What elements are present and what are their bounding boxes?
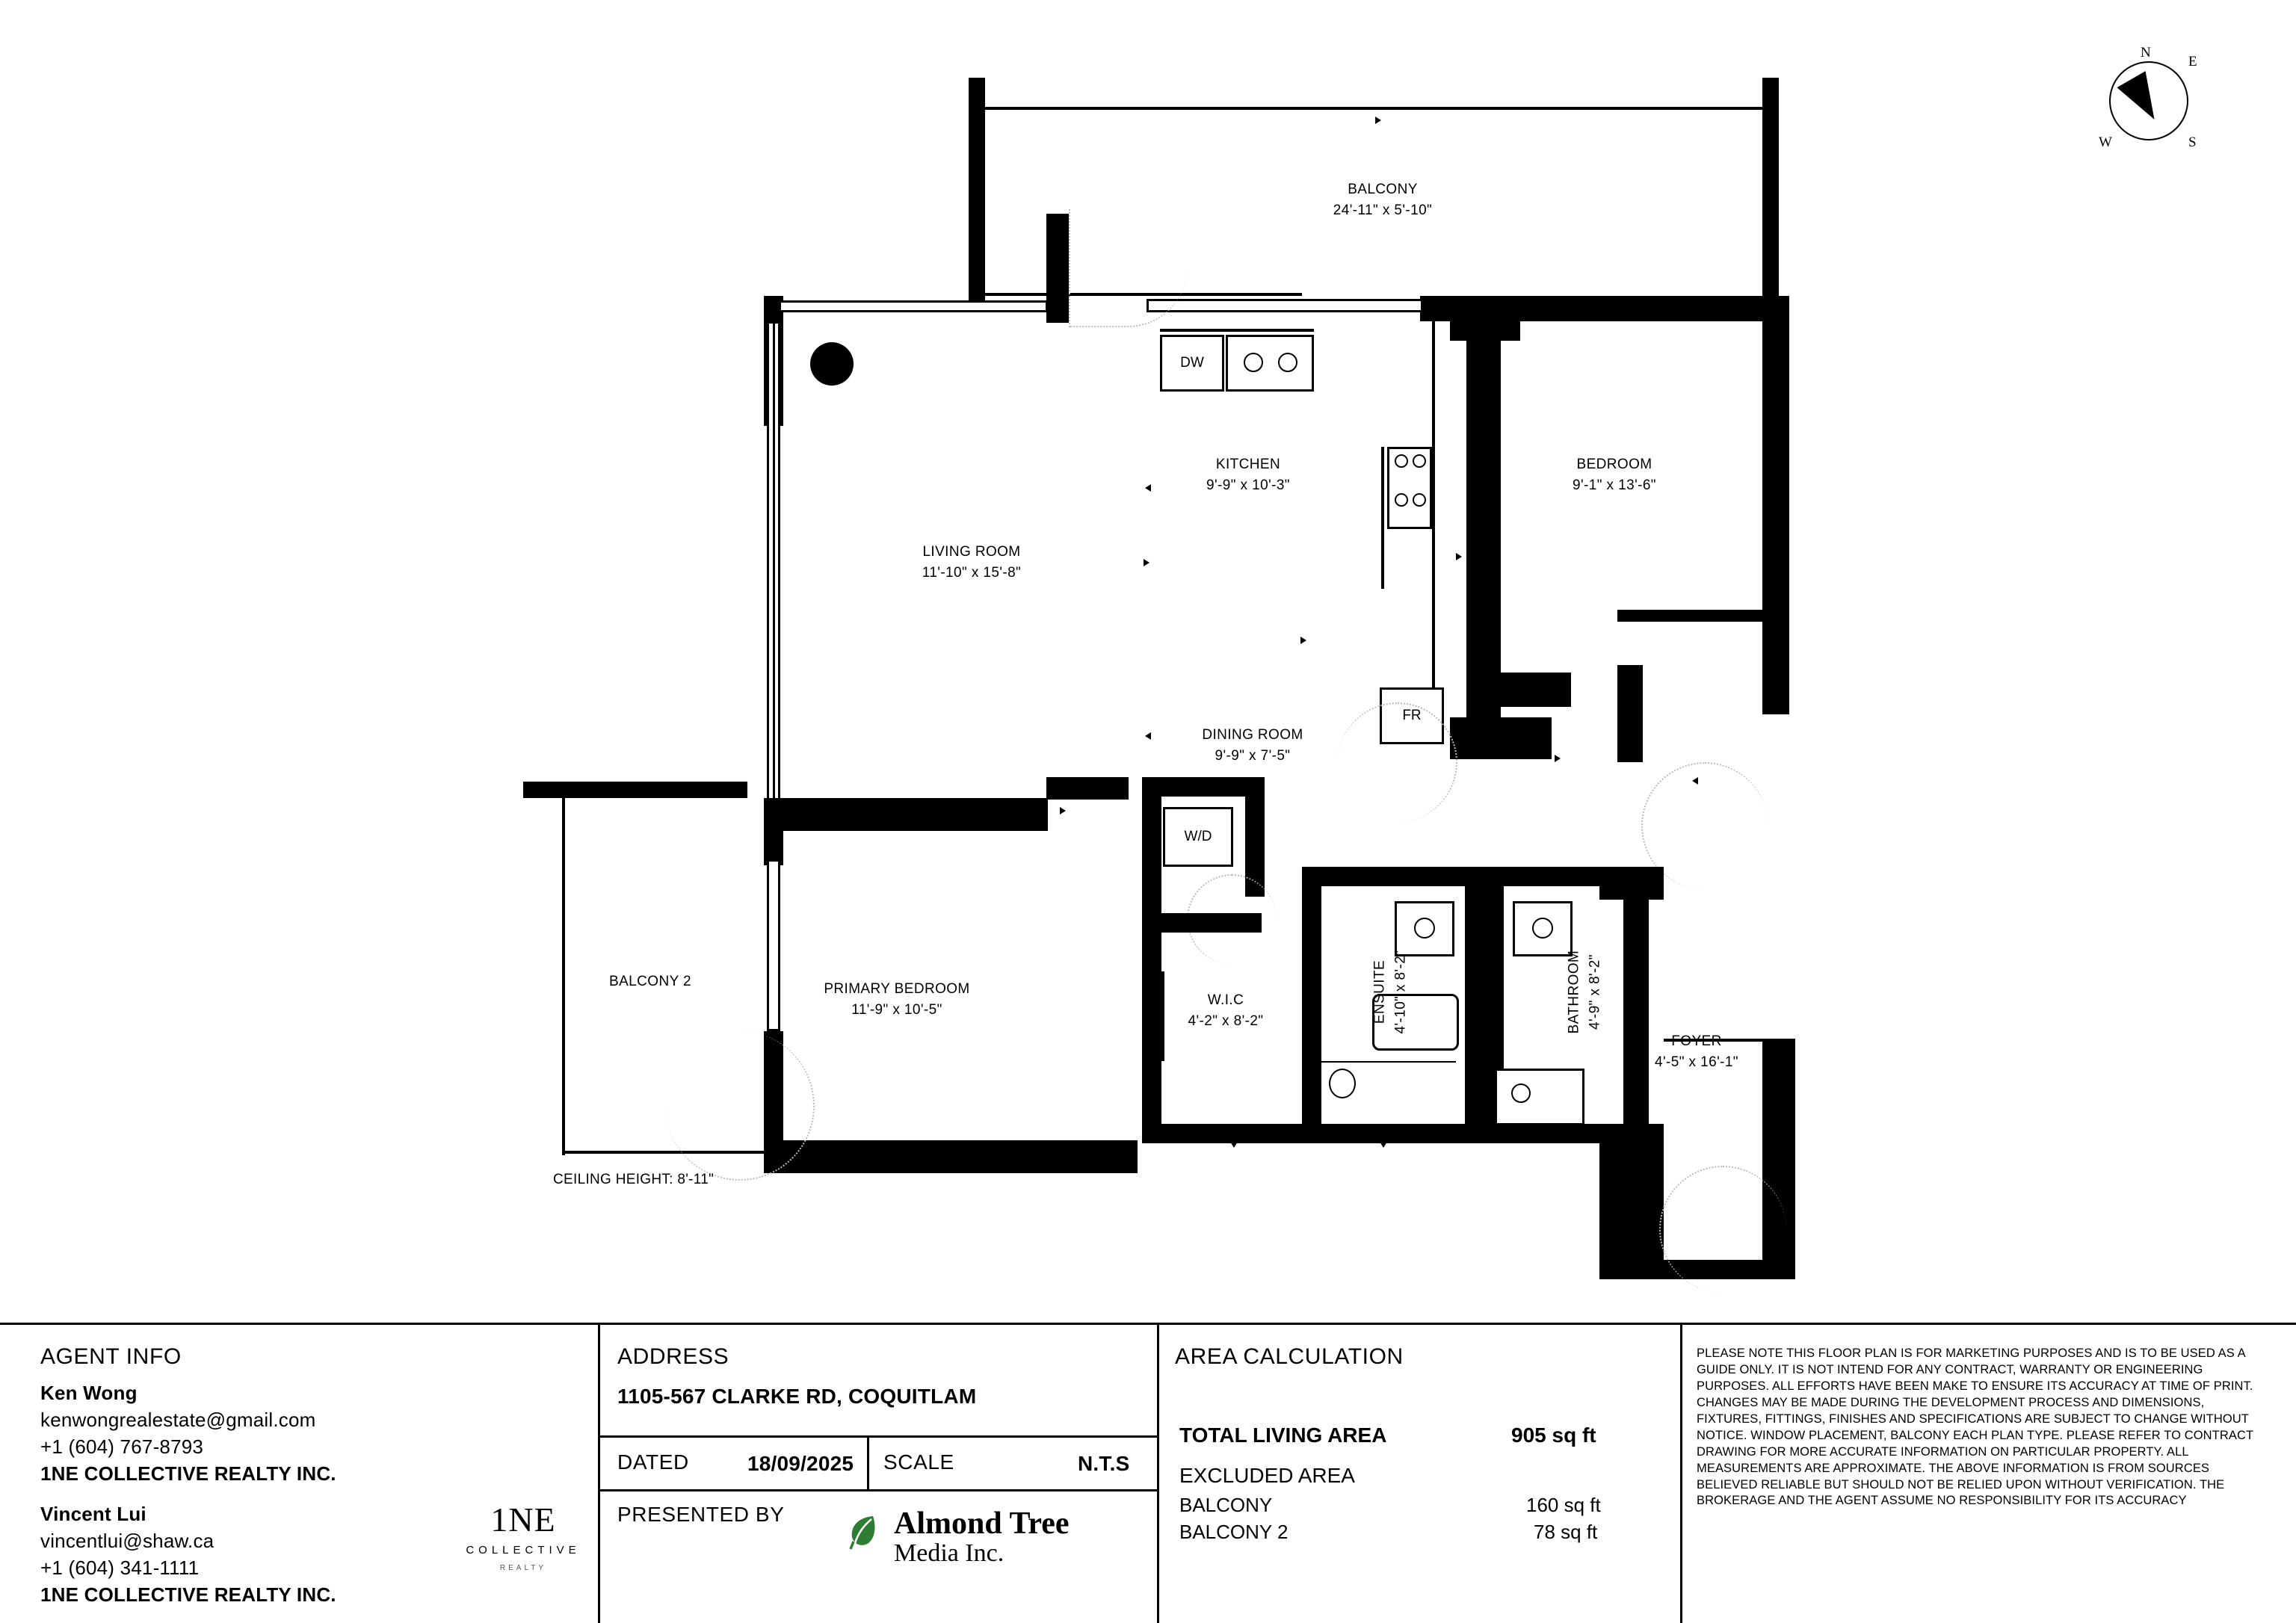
footer-hline-dated	[598, 1489, 1157, 1491]
brokerage-logo-main: 1NE	[490, 1500, 556, 1539]
room-label-bedroom: BEDROOM 9'-1" x 13'-6"	[1573, 457, 1656, 493]
dishwasher: DW	[1160, 335, 1224, 392]
compass-label-n: N	[2141, 45, 2151, 61]
wall-balcony2-top	[523, 782, 747, 798]
bathroom-toilet	[1511, 1083, 1531, 1103]
room-label-foyer: FOYER 4'-5" x 16'-1"	[1655, 1033, 1738, 1070]
scale-label: SCALE	[883, 1450, 954, 1474]
agent-2-email[interactable]: vincentlui@shaw.ca	[40, 1530, 215, 1552]
area-calculation-heading: AREA CALCULATION	[1175, 1344, 1404, 1369]
presented-by-label: PRESENTED BY	[617, 1503, 785, 1526]
dated-value: 18/09/2025	[747, 1452, 854, 1475]
wall-wic-top	[1142, 913, 1262, 933]
brokerage-logo	[448, 1500, 598, 1572]
dim-arrow-2	[1144, 559, 1149, 566]
room-label-ensuite: ENSUITE 4'-10" x 8'-2"	[1371, 950, 1408, 1034]
total-living-area-value: 905 sq ft	[1511, 1423, 1596, 1447]
sink-basin-right	[1278, 353, 1297, 372]
wall-wd-top	[1142, 777, 1262, 797]
burner-3	[1395, 493, 1408, 507]
washer-dryer: W/D	[1163, 807, 1233, 867]
agent-1-email[interactable]: kenwongrealestate@gmail.com	[40, 1409, 316, 1431]
door-swing-balcony	[1069, 209, 1187, 327]
window-living-top	[779, 300, 1048, 312]
footer-divider-2	[1157, 1325, 1159, 1623]
dim-arrow-9	[1060, 1145, 1066, 1152]
brokerage-logo-sub: COLLECTIVE	[466, 1544, 581, 1556]
burner-2	[1413, 454, 1426, 468]
info-footer	[0, 1323, 2296, 1623]
dim-arrow-1	[1145, 484, 1151, 492]
total-living-area-label: TOTAL LIVING AREA	[1179, 1423, 1387, 1447]
room-label-kitchen: KITCHEN 9'-9" x 10'-3"	[1206, 457, 1290, 493]
excluded-row-1-label: BALCONY 2	[1179, 1521, 1289, 1543]
wall-bedroom-closet-left	[1617, 665, 1643, 762]
compass-label-w: W	[2099, 135, 2112, 150]
wall-balcony-right	[1762, 78, 1779, 302]
wall-kitchen-bed-vertical	[1466, 306, 1501, 725]
footer-divider-dated	[867, 1435, 869, 1489]
excluded-row-0-label: BALCONY	[1179, 1494, 1273, 1516]
dim-arrow-5	[1375, 117, 1381, 124]
excluded-row-0-value: 160 sq ft	[1526, 1494, 1601, 1516]
burner-4	[1413, 493, 1426, 507]
wall-bed-lower	[1450, 717, 1552, 759]
wall-balcony-door-jamb	[1046, 214, 1069, 323]
brokerage-logo-sub2: REALTY	[499, 1564, 547, 1572]
dim-arrow-12	[1686, 1270, 1692, 1278]
address-heading: ADDRESS	[617, 1344, 729, 1369]
dim-arrow-6	[1456, 553, 1462, 560]
dated-label: DATED	[617, 1450, 689, 1474]
footer-hline-address	[598, 1435, 1157, 1438]
dim-arrow-3	[1145, 732, 1151, 740]
dim-arrow-11	[1380, 1142, 1387, 1148]
wall-primary-top	[764, 798, 1048, 831]
leaf-icon	[843, 1512, 882, 1551]
presenter-logo	[894, 1507, 1070, 1567]
kitchen-counter-top	[1160, 329, 1314, 332]
wall-foyer-left-lower	[1599, 1143, 1664, 1278]
dim-arrow-13	[1300, 637, 1306, 644]
ensuite-sink-basin	[1414, 918, 1435, 939]
wall-right-bedroom	[1762, 296, 1789, 714]
wall-balcony-left	[969, 78, 985, 302]
footer-divider-3	[1680, 1325, 1682, 1623]
agent-2-phone[interactable]: +1 (604) 341-1111	[40, 1556, 200, 1579]
bathroom-sink-basin	[1532, 918, 1553, 939]
room-label-primary-bedroom: PRIMARY BEDROOM 11'-9" x 10'-5"	[824, 981, 970, 1018]
room-label-balcony: BALCONY 24'-11" x 5'-10"	[1333, 182, 1433, 218]
compass-label-s: S	[2188, 135, 2197, 150]
wall-primary-bottom	[764, 1140, 1138, 1173]
room-label-balcony2: BALCONY 2	[609, 974, 691, 989]
scale-value: N.T.S	[1078, 1452, 1130, 1475]
wall-top-bedroom	[1578, 296, 1765, 321]
agent-1-company: 1NE COLLECTIVE REALTY INC.	[40, 1462, 336, 1485]
wall-kitchen-bed-bottom	[1466, 673, 1571, 707]
dim-arrow-4	[1060, 807, 1066, 814]
wall-bathroom-right	[1623, 867, 1649, 1143]
agent-1-name: Ken Wong	[40, 1382, 138, 1404]
dim-arrow-10	[1230, 1142, 1238, 1148]
column-round	[810, 342, 854, 386]
excluded-area-label: EXCLUDED AREA	[1179, 1464, 1355, 1487]
agent-2-name: Vincent Lui	[40, 1503, 146, 1525]
fridge: FR	[1380, 687, 1444, 744]
wall-foyer-top	[1599, 867, 1664, 900]
ensuite-toilet	[1329, 1069, 1356, 1098]
excluded-row-1-value: 78 sq ft	[1534, 1521, 1598, 1543]
room-label-living-room: LIVING ROOM 11'-10" x 15'-8"	[922, 544, 1022, 581]
dim-arrow-8	[1692, 777, 1698, 785]
door-swing-entry	[1659, 1166, 1786, 1293]
burner-1	[1395, 454, 1408, 468]
sink-basin-left	[1244, 353, 1263, 372]
footer-divider-1	[598, 1325, 600, 1623]
presenter-line-1: Almond Tree	[894, 1506, 1070, 1541]
agent-info-heading: AGENT INFO	[40, 1344, 182, 1369]
agent-2-company: 1NE COLLECTIVE REALTY INC.	[40, 1583, 336, 1606]
presenter-line-2: Media Inc.	[894, 1539, 1004, 1568]
door-swing-primary	[665, 1031, 815, 1181]
closet-line	[1694, 610, 1765, 613]
wall-wic-bottom	[1142, 1124, 1306, 1143]
kitchen-wall-line	[1432, 321, 1435, 695]
room-label-bathroom: BATHROOM 4'-9" x 8'-2"	[1566, 950, 1602, 1034]
address-value: 1105-567 CLARKE RD, COQUITLAM	[617, 1385, 977, 1408]
door-swing-dining	[1338, 702, 1457, 822]
wall-ensuite-right	[1465, 867, 1484, 1143]
agent-1-phone[interactable]: +1 (604) 767-8793	[40, 1435, 204, 1458]
wall-primary-top-right	[1046, 777, 1129, 800]
compass-rose	[2093, 45, 2205, 164]
kitchen-sink	[1226, 335, 1314, 392]
dim-arrow-7	[1555, 755, 1561, 762]
compass-label-e: E	[2188, 54, 2197, 69]
room-label-dining-room: DINING ROOM 9'-9" x 7'-5"	[1202, 727, 1303, 764]
window-living-left-mullion	[773, 321, 775, 844]
window-kitchen-top	[1147, 299, 1423, 312]
disclaimer-text: PLEASE NOTE THIS FLOOR PLAN IS FOR MARKETING PURPOSES AND IS TO BE USED AS A GUIDE ONLY. IT IS NOT INTEND FOR ANY CONTRACT, WARRANTY OR ENGINEERING PURPOSES. ALL EFFORTS HAVE BEEN MAKE TO ENSURE ITS ACCURACY AT TIME OF PRINT. CHANGES MAY BE MADE DURING THE DEVELOPMENT PROCESS AND DIMENSIONS, FIXTURES, FITTINGS, FINISHES AND SPECIFICATIONS ARE SUBJECT TO CHANGE WITHOUT NOTICE. WINDOW PLACEMENT, BALCONY EACH PLAN TYPE. PLEASE REFER TO CONTRACT DRAWING FOR MORE ACCURATE INFORMATION ON PARTICULAR PROPERTY. ALL MEASUREMENTS ARE APPROXIMATE. THE ABOVE INFORMATION IS FROM SOURCES BELIEVED RELIABLE BUT SHOULD NOT BE RELIED UPON WITHOUT VERIFICATION. THE BROKERAGE AND THE AGENT ASSUME NO RESPONSIBILITY FOR ITS ACCURACY	[1697, 1347, 2253, 1508]
ceiling-height-note: CEILING HEIGHT: 8'-11"	[553, 1172, 715, 1187]
room-label-wic: W.I.C 4'-2" x 8'-2"	[1188, 992, 1264, 1029]
balcony-rail-top	[985, 107, 1771, 110]
